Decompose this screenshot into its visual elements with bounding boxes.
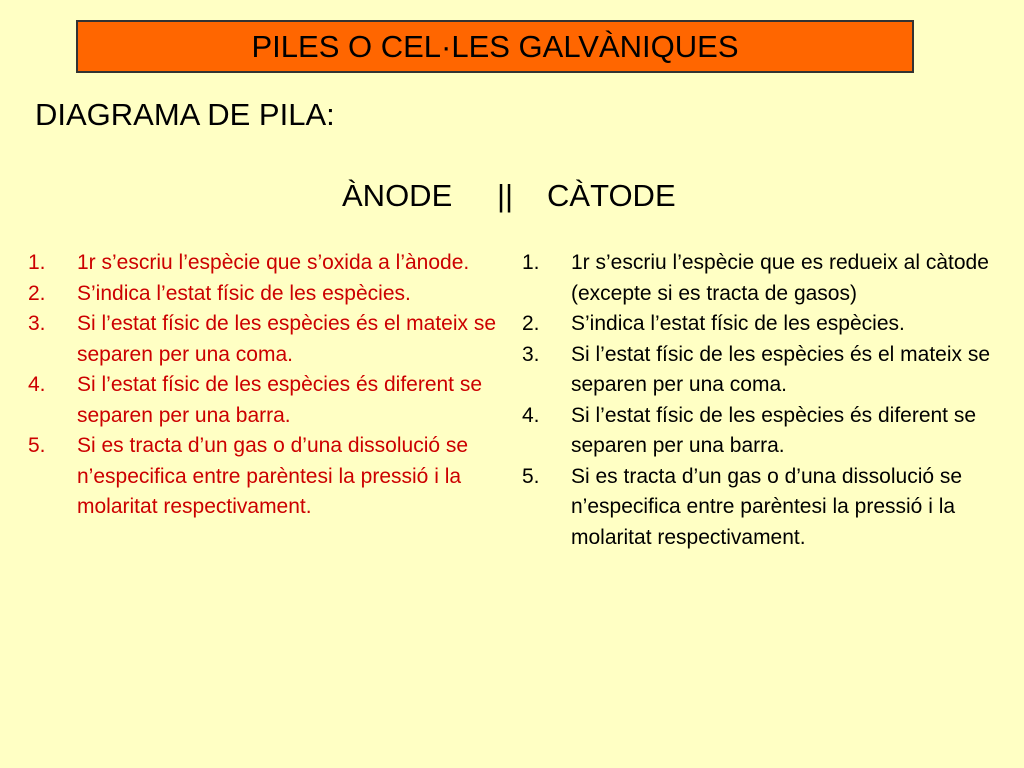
step-text: S’indica l’estat físic de les espècies.: [571, 312, 905, 335]
list-item: [28, 370, 498, 431]
page-title: PILES O CEL·LES GALVÀNIQUES: [251, 28, 739, 64]
step-text: Si l’estat físic de les espècies és diferent se separen per una barra.: [77, 373, 483, 427]
anode-steps-list: [28, 248, 498, 523]
step-text: 1r s’escriu l’espècie que es redueix al càtode (excepte si es tracta de gasos): [571, 251, 989, 305]
step-text: Si l’estat físic de les espècies és el mateix se separen per una coma.: [571, 342, 991, 396]
step-number: 5.: [522, 464, 540, 488]
list-item: [28, 279, 498, 310]
list-item: [522, 340, 992, 401]
step-text: Si es tracta d’un gas o d’una dissolució se n’especifica entre parèntesi la pressió i la molaritat respectivament.: [77, 434, 469, 518]
list-item: [522, 309, 992, 340]
step-number: 5.: [28, 434, 46, 457]
cathode-steps-list: [522, 248, 992, 553]
step-text: S’indica l’estat físic de les espècies.: [77, 281, 411, 305]
step-number: 3.: [28, 312, 46, 335]
list-item: [522, 462, 992, 554]
diagram-header: [0, 178, 1024, 218]
title-box: [76, 20, 914, 73]
double-bar-separator: ||: [497, 178, 514, 213]
step-text: Si l’estat físic de les espècies és diferent se separen per una barra.: [571, 403, 977, 457]
anode-label: ÀNODE: [342, 178, 453, 213]
list-item: [28, 431, 498, 523]
cathode-label: CÀTODE: [547, 178, 676, 213]
list-item: [28, 309, 498, 370]
step-text: 1r s’escriu l’espècie que s’oxida a l’ànode.: [77, 251, 470, 274]
list-item: [522, 401, 992, 462]
step-number: 4.: [522, 403, 540, 427]
step-text: Si es tracta d’un gas o d’una dissolució se n’especifica entre parèntesi la pressió i la molaritat respectivament.: [571, 464, 963, 549]
step-number: 2.: [28, 281, 46, 305]
list-item: [28, 248, 498, 279]
step-text: Si l’estat físic de les espècies és el mateix se separen per una coma.: [77, 312, 497, 366]
cathode-steps-column: [522, 248, 992, 553]
subtitle: DIAGRAMA DE PILA:: [35, 97, 335, 132]
step-number: 4.: [28, 373, 46, 396]
step-number: 3.: [522, 342, 540, 366]
list-item: [522, 248, 992, 309]
step-number: 1.: [28, 251, 46, 274]
step-number: 1.: [522, 251, 540, 274]
step-number: 2.: [522, 312, 540, 335]
anode-steps-column: [28, 248, 498, 523]
